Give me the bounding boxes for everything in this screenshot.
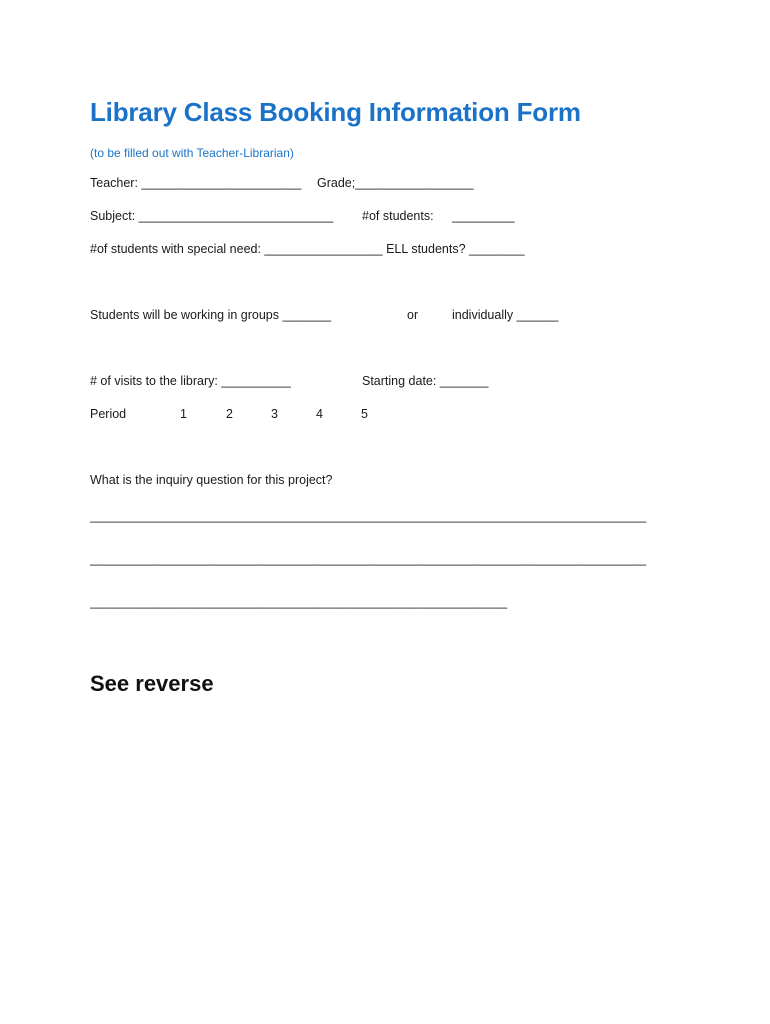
teacher-field: Teacher: _______________________ [90, 176, 302, 190]
answer-line-1: ________________________________________________________________________________ [90, 509, 647, 523]
special-need-field: #of students with special need: _________________ ELL students? ________ [90, 242, 525, 256]
num-students-label: #of students: [362, 209, 434, 223]
subject-field: Subject: ____________________________ [90, 209, 334, 223]
period-option-3: 3 [271, 407, 278, 421]
period-option-5: 5 [361, 407, 368, 421]
form-subtitle: (to be filled out with Teacher-Librarian) [90, 146, 294, 160]
groups-field: Students will be working in groups _______ [90, 308, 332, 322]
period-option-1: 1 [180, 407, 187, 421]
see-reverse-note: See reverse [90, 671, 214, 696]
answer-line-3: ____________________________________________________________ [90, 595, 508, 609]
form-title: Library Class Booking Information Form [90, 97, 581, 127]
visits-field: # of visits to the library: __________ [90, 374, 291, 388]
period-label: Period [90, 407, 127, 421]
answer-line-2: ________________________________________________________________________________ [90, 552, 647, 566]
starting-date-field: Starting date: _______ [362, 374, 489, 388]
num-students-blank: _________ [452, 209, 515, 223]
period-option-2: 2 [226, 407, 233, 421]
or-text: or [407, 308, 419, 322]
period-option-4: 4 [316, 407, 323, 421]
individually-field: individually ______ [452, 308, 559, 322]
inquiry-question-label: What is the inquiry question for this project? [90, 473, 333, 487]
grade-field: Grade;_________________ [317, 176, 474, 190]
